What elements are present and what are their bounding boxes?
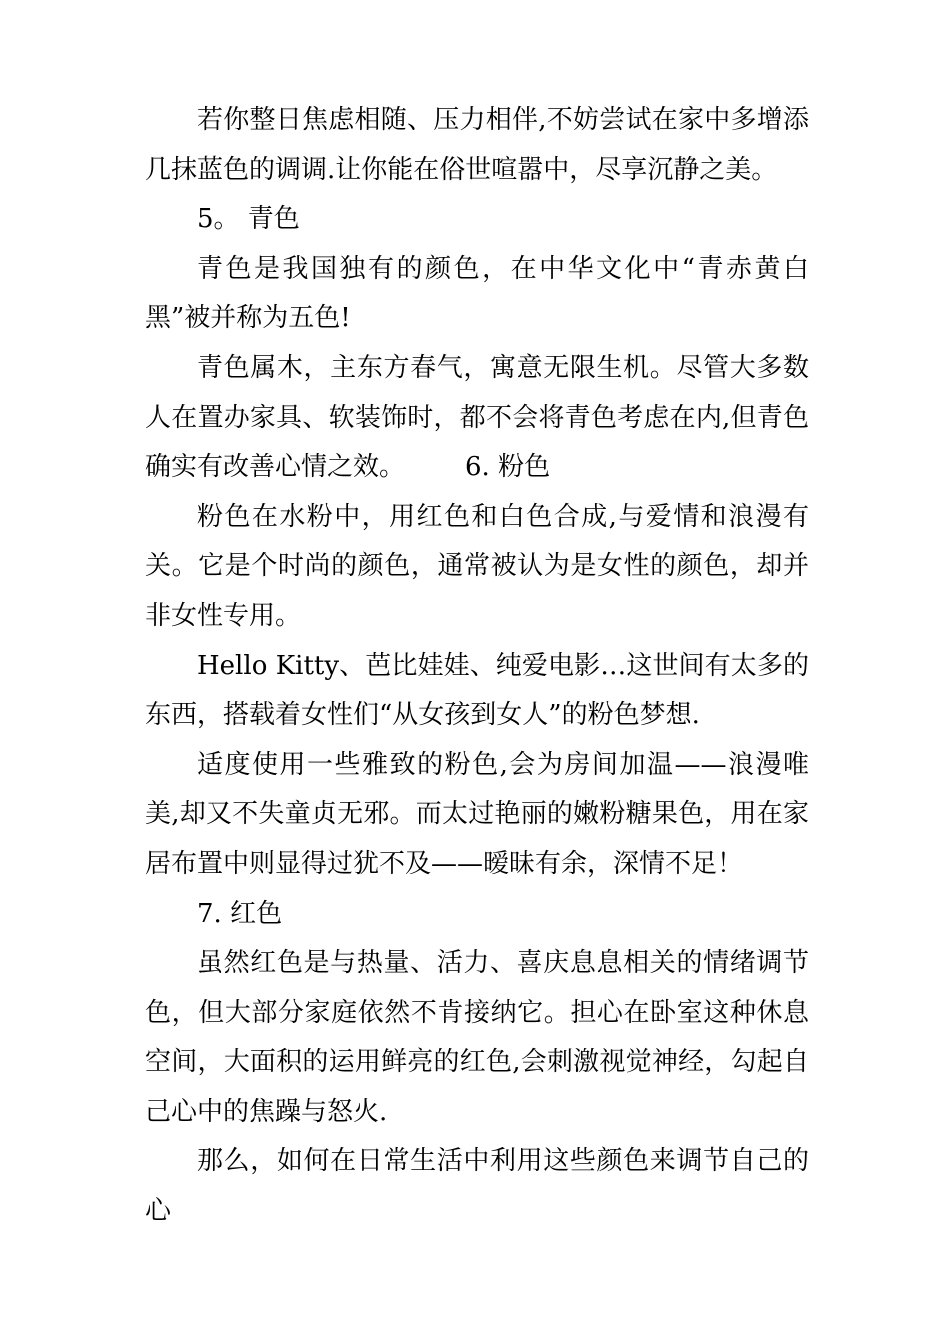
section-heading-cyan: 5。 青色 bbox=[197, 204, 300, 235]
section-heading-pink: 6. 粉色 bbox=[465, 452, 551, 483]
paragraph-cyan-intro: 青色是我国独有的颜色，在中华文化中“青赤黄白黑”被并称为五色! bbox=[145, 253, 809, 334]
paragraph-pink-dreams: Hello Kitty、芭比娃娃、纯爱电影…这世间有太多的东西，搭载着女性们“从女孩到女人”的粉色梦想. bbox=[145, 650, 809, 731]
paragraph-red-intro: 虽然红色是与热量、活力、喜庆息息相关的情绪调节色，但大部分家庭依然不肯接纳它。担心在卧室这种休息空间，大面积的运用鲜亮的红色,会刺激视觉神经，勾起自己心中的焦躁与怒火. bbox=[145, 948, 809, 1127]
body-text bbox=[145, 96, 809, 1237]
paragraph-cyan-wood-text: 青色属木，主东方春气，寓意无限生机。尽管大多数人在置办家具、软装饰时，都不会将青色考虑在内,但青色确实有改善心情之效。 bbox=[145, 352, 809, 483]
paragraph-pink-usage: 适度使用一些雅致的粉色,会为房间加温——浪漫唯美,却又不失童贞无邪。而太过艳丽的嫩粉糖果色，用在家居布置中则显得过犹不及——暧昧有余，深情不足！ bbox=[145, 749, 809, 879]
paragraph-conclusion-start: 那么，如何在日常生活中利用这些颜色来调节自己的心 bbox=[145, 1146, 809, 1227]
paragraph-cyan-wood bbox=[145, 344, 809, 493]
paragraph-blue-calm: 若你整日焦虑相随、压力相伴,不妨尝试在家中多增添几抹蓝色的调调.让你能在俗世喧嚣中，尽享沉静之美。 bbox=[145, 105, 809, 185]
section-heading-red: 7. 红色 bbox=[197, 898, 283, 929]
paragraph-pink-intro: 粉色在水粉中，用红色和白色合成,与爱情和浪漫有关。它是个时尚的颜色，通常被认为是女性的颜色，却并非女性专用。 bbox=[145, 501, 809, 631]
